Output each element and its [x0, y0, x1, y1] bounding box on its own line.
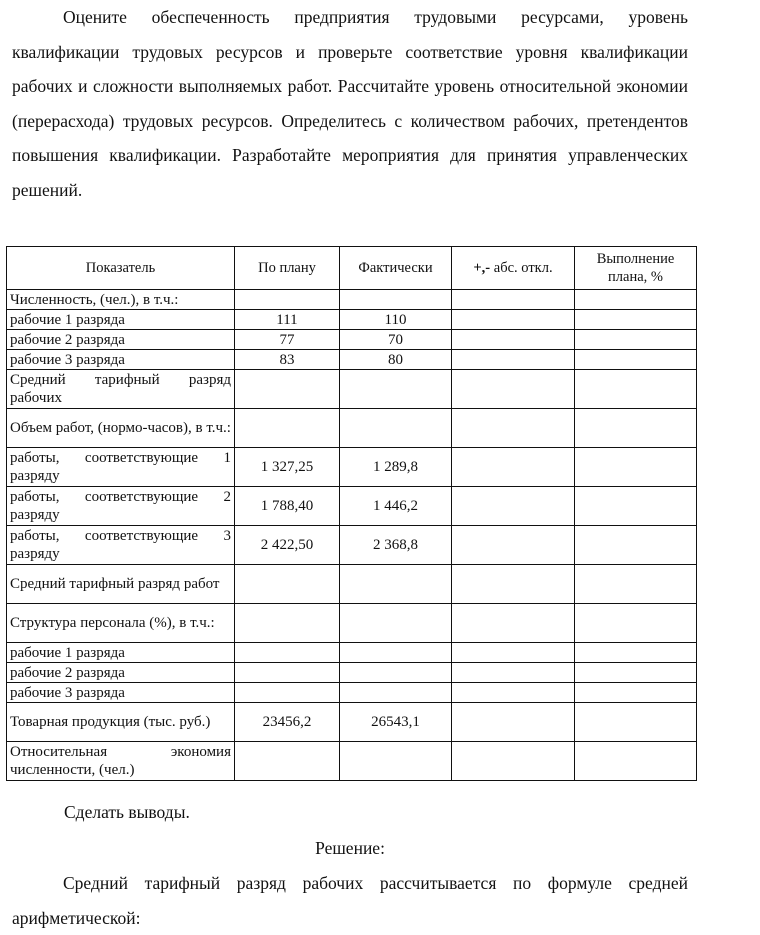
- row-label: Объем работ, (нормо-часов), в т.ч.:: [7, 409, 235, 448]
- row-plan: [235, 604, 340, 643]
- row-actual: 1 446,2: [340, 487, 452, 526]
- row-completion: [575, 290, 697, 310]
- row-label: рабочие 2 разряда: [7, 330, 235, 350]
- row-plan: [235, 663, 340, 683]
- table-row: [7, 330, 697, 350]
- row-completion: [575, 683, 697, 703]
- row-plan: [235, 370, 340, 409]
- row-completion: [575, 565, 697, 604]
- table-row: [7, 683, 697, 703]
- table-row: [7, 487, 697, 526]
- solution-heading: Решение:: [315, 838, 385, 858]
- table-row: [7, 565, 697, 604]
- table-header-row: [7, 247, 697, 290]
- row-actual: [340, 683, 452, 703]
- header-deviation-rest: абс. откл.: [490, 260, 553, 276]
- row-actual: 80: [340, 350, 452, 370]
- row-actual: [340, 643, 452, 663]
- row-completion: [575, 350, 697, 370]
- row-completion: [575, 643, 697, 663]
- table-row: [7, 643, 697, 663]
- row-deviation: [452, 683, 575, 703]
- formula-explanation: Средний тарифный разряд рабочих рассчитывается по формуле средней арифметической:: [12, 873, 688, 928]
- row-deviation: [452, 604, 575, 643]
- row-completion: [575, 370, 697, 409]
- table-row: [7, 350, 697, 370]
- row-label: рабочие 1 разряда: [7, 643, 235, 663]
- row-plan: 23456,2: [235, 703, 340, 742]
- table-row: [7, 604, 697, 643]
- header-deviation: [452, 247, 575, 290]
- row-actual: 70: [340, 330, 452, 350]
- header-completion: Выполнение плана, %: [575, 247, 697, 290]
- table-row: [7, 448, 697, 487]
- header-indicator: Показатель: [7, 247, 235, 290]
- row-completion: [575, 742, 697, 781]
- row-plan: 2 422,50: [235, 526, 340, 565]
- row-deviation: [452, 565, 575, 604]
- row-plan: [235, 742, 340, 781]
- row-plan: [235, 643, 340, 663]
- row-plan: 1 327,25: [235, 448, 340, 487]
- row-deviation: [452, 643, 575, 663]
- row-actual: [340, 409, 452, 448]
- table-row: [7, 663, 697, 683]
- table-row: [7, 742, 697, 781]
- header-actual: Фактически: [340, 247, 452, 290]
- row-label: рабочие 3 разряда: [7, 350, 235, 370]
- row-actual: 2 368,8: [340, 526, 452, 565]
- row-deviation: [452, 290, 575, 310]
- row-deviation: [452, 310, 575, 330]
- table-row: [7, 370, 697, 409]
- row-label: Средний тарифный разряд работ: [7, 565, 235, 604]
- indicators-table: [6, 246, 697, 781]
- header-deviation-sign: +,-: [473, 260, 491, 276]
- conclusion-instruction: Сделать выводы.: [64, 802, 190, 822]
- row-deviation: [452, 742, 575, 781]
- row-plan: 1 788,40: [235, 487, 340, 526]
- row-label: работы, соответствующие 2 разряду: [7, 487, 235, 526]
- table-row: [7, 310, 697, 330]
- row-completion: [575, 330, 697, 350]
- row-label: рабочие 1 разряда: [7, 310, 235, 330]
- row-plan: [235, 290, 340, 310]
- row-label: Относительная экономия численности, (чел.): [7, 742, 235, 781]
- row-actual: [340, 742, 452, 781]
- row-completion: [575, 310, 697, 330]
- row-actual: [340, 663, 452, 683]
- row-label: Средний тарифный разряд рабочих: [7, 370, 235, 409]
- row-plan: 111: [235, 310, 340, 330]
- table-row: [7, 290, 697, 310]
- row-deviation: [452, 370, 575, 409]
- header-plan: По плану: [235, 247, 340, 290]
- row-completion: [575, 526, 697, 565]
- row-completion: [575, 448, 697, 487]
- row-actual: [340, 370, 452, 409]
- row-plan: [235, 683, 340, 703]
- table-row: [7, 409, 697, 448]
- row-deviation: [452, 703, 575, 742]
- row-actual: [340, 290, 452, 310]
- row-plan: 77: [235, 330, 340, 350]
- table-row: [7, 526, 697, 565]
- row-label: Структура персонала (%), в т.ч.:: [7, 604, 235, 643]
- row-label: работы, соответствующие 1 разряду: [7, 448, 235, 487]
- row-plan: [235, 565, 340, 604]
- row-deviation: [452, 350, 575, 370]
- row-deviation: [452, 663, 575, 683]
- row-deviation: [452, 448, 575, 487]
- row-label: работы, соответствующие 3 разряду: [7, 526, 235, 565]
- row-actual: 1 289,8: [340, 448, 452, 487]
- row-plan: 83: [235, 350, 340, 370]
- row-label: рабочие 2 разряда: [7, 663, 235, 683]
- row-completion: [575, 604, 697, 643]
- row-label: Численность, (чел.), в т.ч.:: [7, 290, 235, 310]
- table-row: [7, 703, 697, 742]
- row-actual: [340, 604, 452, 643]
- row-actual: [340, 565, 452, 604]
- task-description: Оцените обеспеченность предприятия трудовыми ресурсами, уровень квалификации трудовых ресурсов и проверьте соответствие уровня квалификации рабочих и сложности выполняемых работ. Рассчитайте уровень относительной экономии (перерасхода) трудовых ресурсов. Определитесь с количеством рабочих, претендентов повышения квалификации. Разработайте мероприятия для принятия управленческих решений.: [12, 7, 688, 200]
- row-actual: 26543,1: [340, 703, 452, 742]
- row-label: Товарная продукция (тыс. руб.): [7, 703, 235, 742]
- row-completion: [575, 487, 697, 526]
- row-deviation: [452, 409, 575, 448]
- row-deviation: [452, 487, 575, 526]
- row-completion: [575, 663, 697, 683]
- row-completion: [575, 409, 697, 448]
- row-completion: [575, 703, 697, 742]
- row-actual: 110: [340, 310, 452, 330]
- row-deviation: [452, 526, 575, 565]
- row-label: рабочие 3 разряда: [7, 683, 235, 703]
- row-deviation: [452, 330, 575, 350]
- row-plan: [235, 409, 340, 448]
